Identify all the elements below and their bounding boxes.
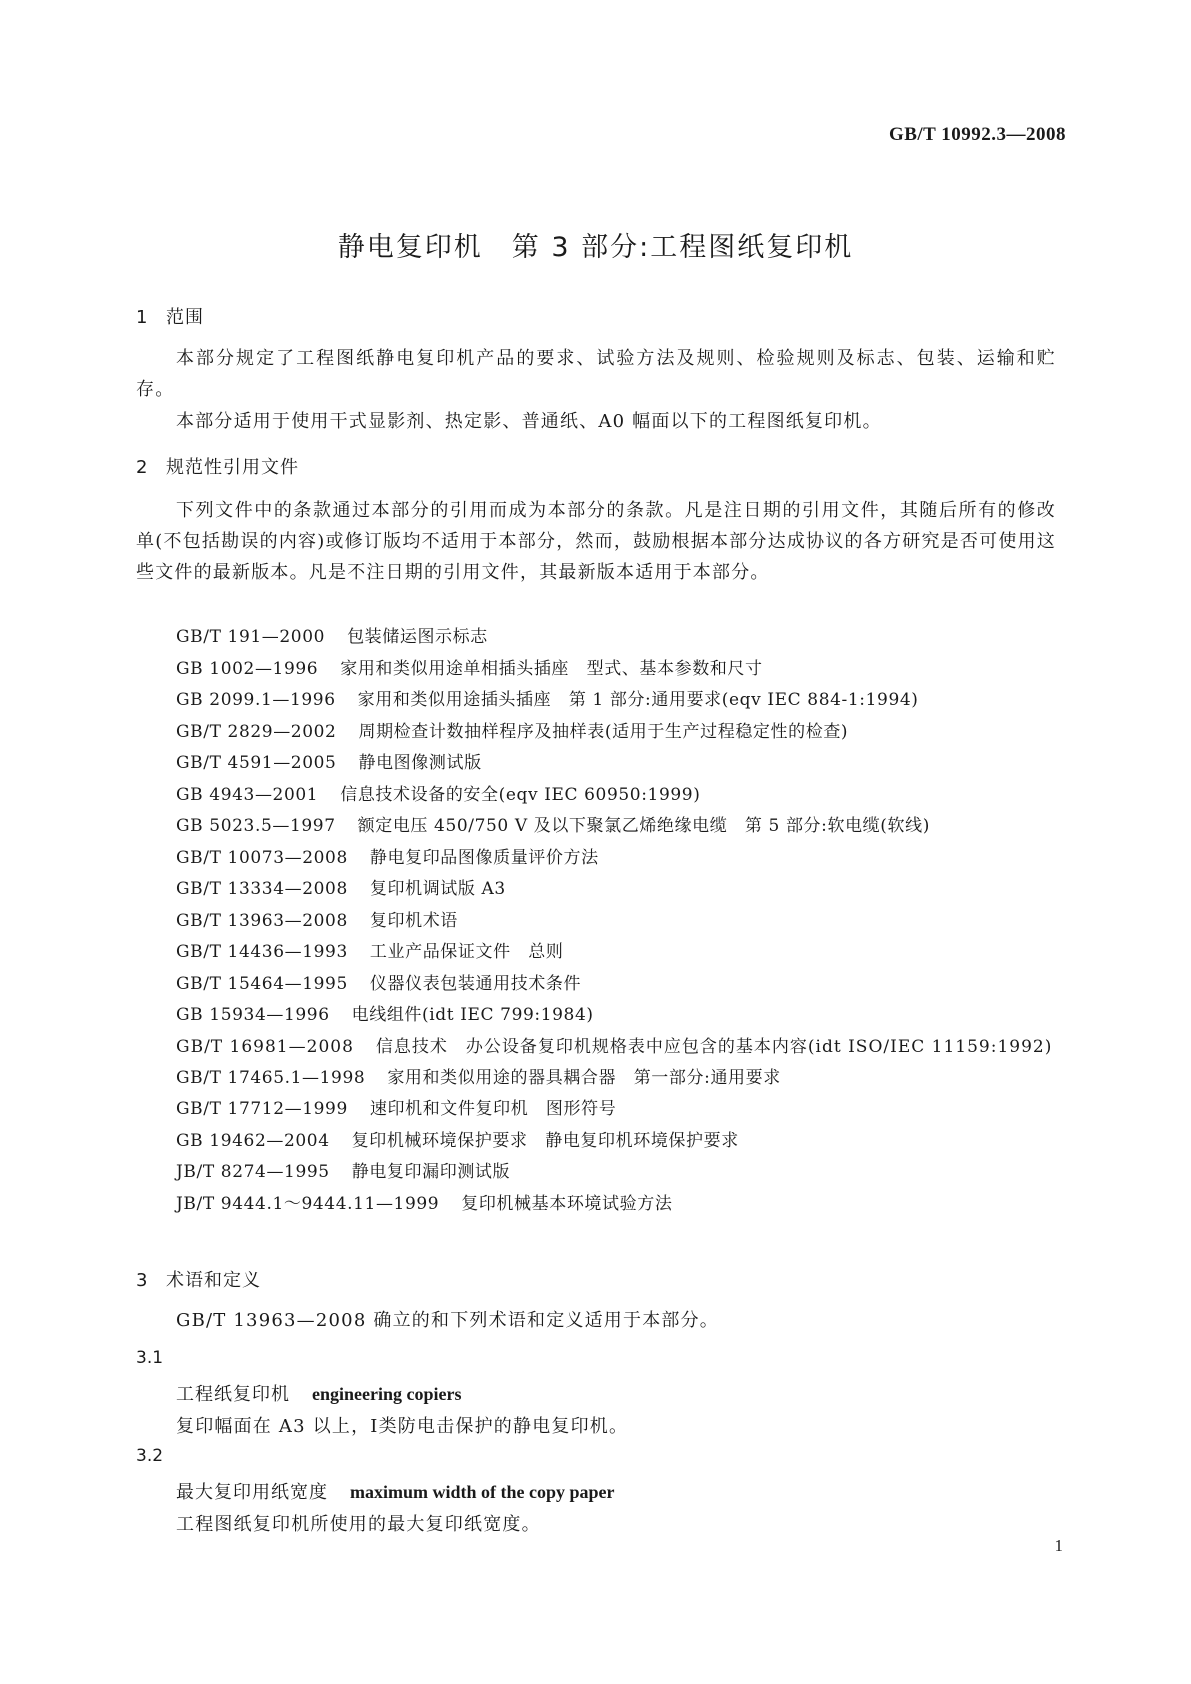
reference-title: 复印机调试版 A3 — [369, 879, 506, 899]
term-entry — [176, 1478, 615, 1504]
page-number: 1 — [1054, 1536, 1063, 1555]
reference-code: GB/T 16981—2008 — [176, 1036, 354, 1057]
reference-item — [136, 1157, 1056, 1189]
reference-item — [136, 1032, 1056, 1063]
section-number: 1 — [136, 307, 149, 328]
reference-item — [136, 843, 1056, 875]
reference-title: 复印机械基本环境试验方法 — [461, 1193, 673, 1214]
section-number: 2 — [136, 457, 149, 478]
section-title: 规范性引用文件 — [166, 457, 299, 478]
reference-title: 信息技术 办公设备复印机规格表中应包含的基本内容(idt ISO/IEC 11159:1992) — [375, 1036, 1053, 1057]
reference-item — [136, 622, 1056, 654]
reference-code: GB 1002—1996 — [176, 658, 319, 679]
reference-code: GB/T 10073—2008 — [176, 847, 348, 868]
reference-item — [136, 748, 1056, 780]
reference-code: JB/T 8274—1995 — [176, 1162, 330, 1182]
clause-number: 3.1 — [136, 1348, 164, 1368]
terms-intro: GB/T 13963—2008 确立的和下列术语和定义适用于本部分。 — [176, 1310, 719, 1331]
reference-title: 包装储运图示标志 — [347, 627, 488, 647]
reference-title: 速印机和文件复印机 图形符号 — [369, 1099, 617, 1119]
reference-code: GB 19462—2004 — [176, 1130, 330, 1151]
reference-title: 仪器仪表包装通用技术条件 — [369, 973, 582, 994]
section-title: 范围 — [166, 307, 204, 328]
reference-code: GB/T 17712—1999 — [176, 1099, 348, 1119]
reference-item — [136, 811, 1056, 843]
reference-code: GB/T 17465.1—1998 — [176, 1067, 366, 1088]
reference-title: 静电图像测试版 — [358, 753, 482, 773]
reference-list — [136, 622, 1056, 1220]
term-definition: 工程图纸复印机所使用的最大复印纸宽度。 — [176, 1514, 541, 1535]
reference-item — [136, 780, 1056, 812]
reference-code: GB/T 13334—2008 — [176, 879, 348, 899]
reference-title: 家用和类似用途插头插座 第 1 部分:通用要求(eqv IEC 884-1:1994) — [357, 690, 919, 710]
term-english: engineering copiers — [312, 1384, 462, 1404]
reference-item — [136, 1000, 1056, 1032]
term-chinese: 最大复印用纸宽度 — [176, 1482, 328, 1503]
document-title: 静电复印机 第 3 部分:工程图纸复印机 — [337, 232, 854, 263]
reference-code: GB 5023.5—1997 — [176, 816, 336, 836]
section-title: 术语和定义 — [166, 1270, 261, 1291]
reference-title: 周期检查计数抽样程序及抽样表(适用于生产过程稳定性的检查) — [358, 721, 849, 742]
reference-code: GB/T 13963—2008 — [176, 910, 348, 931]
reference-item — [136, 906, 1056, 938]
reference-item — [136, 1063, 1056, 1095]
scope-paragraph-2: 本部分适用于使用干式显影剂、热定影、普通纸、A0 幅面以下的工程图纸复印机。 — [176, 411, 882, 432]
term-english: maximum width of the copy paper — [350, 1482, 615, 1502]
reference-code: GB 15934—1996 — [176, 1005, 330, 1025]
reference-item — [136, 874, 1056, 906]
reference-title: 额定电压 450/750 V 及以下聚氯乙烯绝缘电缆 第 5 部分:软电缆(软线) — [357, 816, 930, 836]
reference-title: 工业产品保证文件 总则 — [369, 942, 564, 962]
standard-code: GB/T 10992.3—2008 — [888, 124, 1066, 145]
reference-item — [136, 1126, 1056, 1158]
reference-title: 静电复印品图像质量评价方法 — [369, 847, 599, 868]
term-chinese: 工程纸复印机 — [176, 1384, 290, 1405]
section-heading-terms-and-definitions — [136, 1266, 261, 1292]
scope-paragraph-1: 本部分规定了工程图纸静电复印机产品的要求、试验方法及规则、检验规则及标志、包装、运输和贮存。 — [136, 348, 1056, 400]
section-heading-normative-references — [136, 453, 299, 479]
reference-item — [136, 685, 1056, 717]
reference-item — [136, 717, 1056, 749]
reference-item — [136, 937, 1056, 969]
reference-title: 信息技术设备的安全(eqv IEC 60950:1999) — [340, 784, 701, 805]
reference-title: 家用和类似用途单相插头插座 型式、基本参数和尺寸 — [340, 658, 763, 679]
reference-code: GB 4943—2001 — [176, 784, 319, 805]
reference-code: GB 2099.1—1996 — [176, 690, 336, 710]
references-intro: 下列文件中的条款通过本部分的引用而成为本部分的条款。凡是注日期的引用文件，其随后所有的修改单(不包括勘误的内容)或修订版均不适用于本部分，然而，鼓励根据本部分达成协议的各方研究是否可使用这些文件的最新版本。凡是不注日期的引用文件，其最新版本适用于本部分。 — [136, 500, 1056, 583]
reference-code: JB/T 9444.1～9444.11—1999 — [176, 1193, 440, 1214]
reference-title: 电线组件(idt IEC 799:1984) — [351, 1005, 594, 1025]
reference-title: 复印机械环境保护要求 静电复印机环境保护要求 — [351, 1130, 739, 1151]
reference-item — [136, 654, 1056, 686]
reference-code: GB/T 15464—1995 — [176, 973, 348, 994]
reference-code: GB/T 2829—2002 — [176, 721, 337, 742]
reference-title: 静电复印漏印测试版 — [351, 1162, 511, 1182]
reference-code: GB/T 191—2000 — [176, 627, 326, 647]
term-entry — [176, 1380, 461, 1406]
reference-title: 家用和类似用途的器具耦合器 第一部分:通用要求 — [387, 1067, 781, 1088]
reference-code: GB/T 14436—1993 — [176, 942, 348, 962]
clause-number: 3.2 — [136, 1446, 164, 1466]
reference-item — [136, 969, 1056, 1001]
reference-item — [136, 1189, 1056, 1221]
reference-item — [136, 1094, 1056, 1126]
reference-title: 复印机术语 — [369, 910, 458, 931]
section-heading-scope — [136, 303, 204, 329]
section-number: 3 — [136, 1270, 149, 1291]
reference-code: GB/T 4591—2005 — [176, 753, 337, 773]
term-definition: 复印幅面在 A3 以上，Ⅰ类防电击保护的静电复印机。 — [176, 1416, 629, 1437]
